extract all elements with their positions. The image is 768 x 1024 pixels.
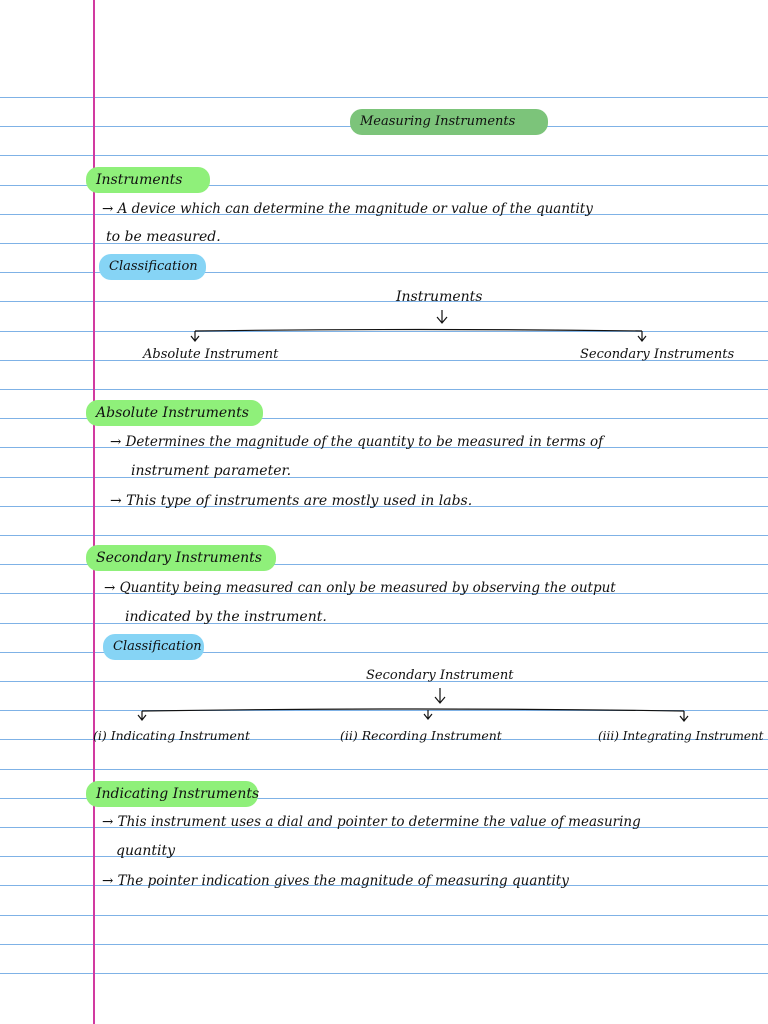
ruled-line [0, 155, 768, 156]
absolute-line2: instrument parameter. [131, 463, 292, 479]
ruled-line [0, 973, 768, 974]
tree2-mid-arrow [424, 710, 432, 719]
tree1-root-label: Instruments [396, 289, 483, 305]
absolute-line1: → Determines the magnitude of the quantity to be measured in terms of [110, 434, 604, 450]
tree2-label-recording: (ii) Recording Instrument [340, 728, 502, 743]
ruled-line [0, 301, 768, 302]
secondary-line2: indicated by the instrument. [125, 609, 327, 625]
margin-line [93, 0, 95, 1024]
tree2-left-arrow [138, 711, 146, 720]
ruled-line [0, 623, 768, 624]
heading-absolute-instruments: Absolute Instruments [86, 400, 263, 426]
ruled-line [0, 331, 768, 332]
indicating-line1: → This instrument uses a dial and pointer to determine the value of measuring [102, 814, 641, 830]
tree1-left-arrow [191, 331, 199, 341]
instruments-definition-line1: → A device which can determine the magnitude or value of the quantity [102, 201, 593, 217]
heading-instruments: Instruments [86, 167, 210, 193]
ruled-line [0, 915, 768, 916]
classification-badge-2: Classification [103, 634, 204, 660]
tree2-label-integrating: (iii) Integrating Instrument [598, 729, 764, 743]
tree2-root-label: Secondary Instrument [366, 668, 514, 683]
heading-indicating-instruments: Indicating Instruments [86, 781, 258, 807]
ruled-line [0, 97, 768, 98]
instruments-definition-line2: to be measured. [106, 229, 221, 245]
page-title: Measuring Instruments [350, 109, 548, 135]
ruled-line [0, 477, 768, 478]
tree1-left-label: Absolute Instrument [143, 347, 279, 362]
ruled-line [0, 389, 768, 390]
ruled-line [0, 535, 768, 536]
tree1-right-arrow [638, 331, 646, 341]
ruled-line [0, 944, 768, 945]
indicating-line2: quantity [116, 843, 175, 859]
tree2-root-arrow [435, 688, 445, 703]
absolute-line3: → This type of instruments are mostly used in labs. [110, 493, 473, 509]
heading-secondary-instruments: Secondary Instruments [86, 545, 276, 571]
indicating-line3: → The pointer indication gives the magnitude of measuring quantity [102, 873, 569, 889]
tree2-right-arrow [680, 711, 688, 721]
ruled-line [0, 710, 768, 711]
ruled-line [0, 769, 768, 770]
tree1-root-arrow [437, 310, 447, 323]
tree1-right-label: Secondary Instruments [580, 347, 735, 362]
tree2-label-indicating: (i) Indicating Instrument [93, 728, 250, 743]
classification-badge-1: Classification [99, 254, 206, 280]
secondary-line1: → Quantity being measured can only be measured by observing the output [104, 580, 616, 596]
